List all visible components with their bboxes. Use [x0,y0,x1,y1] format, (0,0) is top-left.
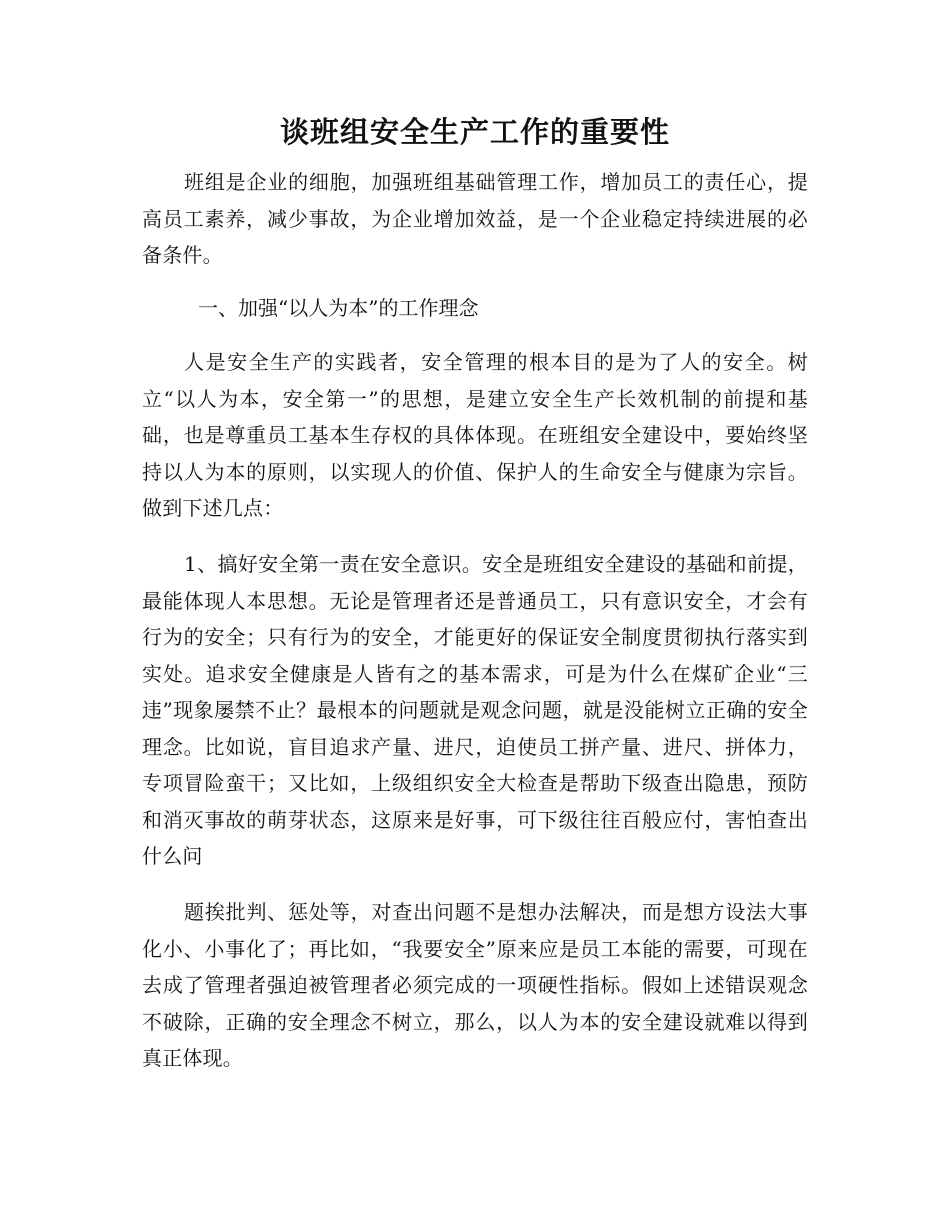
document-title: 谈班组安全生产工作的重要性 [279,115,670,149]
section-heading: 一、加强“以人为本”的工作理念 [198,296,479,320]
body-paragraph: 人是安全生产的实践者，安全管理的根本目的是为了人的安全。树立“以人为本，安全第一”的思想，是建立安全生产长效机制的前提和基础，也是尊重员工基本生存权的具体体现。在班组安全建设中，要始终坚持以人为本的原则，以实现人的价值、保护人的生命安全与健康为宗旨。做到下述几点： [142,350,808,520]
intro-paragraph: 班组是企业的细胞，加强班组基础管理工作，增加员工的责任心，提高员工素养，减少事故，为企业增加效益，是一个企业稳定持续进展的必备条件。 [142,170,808,267]
body-paragraph: 1、搞好安全第一责在安全意识。安全是班组安全建设的基础和前提，最能体现人本思想。无论是管理者还是普通员工，只有意识安全，才会有行为的安全；只有行为的安全，才能更好的保证安全制度贯彻执行落实到实处。追求安全健康是人皆有之的基本需求，可是为什么在煤矿企业“三违”现象屡禁不止？最根本的问题就是观念问题，就是没能树立正确的安全理念。比如说，盲目追求产量、进尺，迫使员工拼产量、进尺、拼体力，专项冒险蛮干；又比如，上级组织安全大检查是帮助下级查出隐患，预防和消灭事故的萌芽状态，这原来是好事，可下级往往百般应付，害怕查出什么问 [142,552,808,868]
body-paragraph: 题挨批判、惩处等，对查出问题不是想办法解决，而是想方设法大事化小、小事化了；再比如，“我要安全”原来应是员工本能的需要，可现在去成了管理者强迫被管理者必须完成的一项硬性指标。假如上述错误观念不破除，正确的安全理念不树立，那么，以人为本的安全建设就难以得到真正体现。 [142,900,808,1070]
